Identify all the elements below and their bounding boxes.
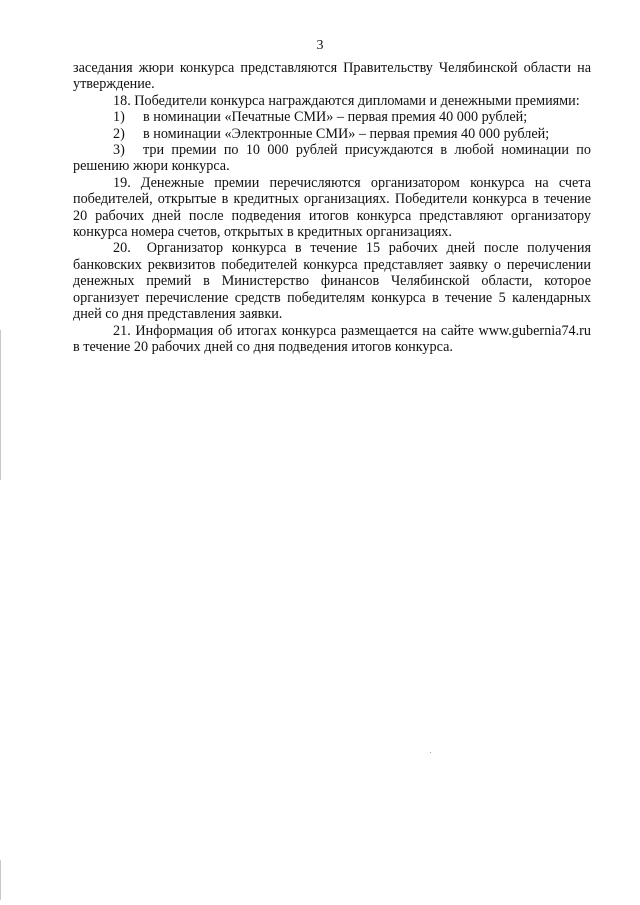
scan-speck (430, 752, 431, 753)
paragraph-21: 21. Информация об итогах конкурса размещается на сайте www.gubernia74.ru в течение 20 рабочих дней со дня подведения итогов конкурса. (73, 322, 591, 355)
page-number: 3 (316, 38, 324, 53)
list-item-text: в номинации «Электронные СМИ» – первая премия 40 000 рублей; (143, 125, 550, 142)
paragraph-20-text: Организатор конкурса в течение 15 рабочих дней после получения банковских реквизитов победителей конкурса представляет заявку о перечислении денежных премий в Министерство финансов Челябинской области, которое организует перечисление средств победителям конкурса в течение 5 календарных дней со дня представления заявки. (73, 240, 591, 323)
paragraph-continuation: заседания жюри конкурса представляются Правительству Челябинской области на утверждение. (73, 60, 591, 93)
list-item (73, 126, 591, 142)
paragraph-19-text: Денежные премии перечисляются организатором конкурса на счета победителей, открытые в кредитных организациях. Победители конкурса в течение 20 рабочих дней после подведения итогов конкурса представляют организатору конкурса номера счетов, открытых в кредитных организациях. (73, 174, 591, 241)
list-item-number: 1) (113, 109, 125, 126)
list-item (73, 142, 591, 175)
paragraph-19 (73, 175, 591, 241)
list-item-number: 2) (113, 125, 125, 142)
list-item-text: в номинации «Печатные СМИ» – первая премия 40 000 рублей; (143, 109, 528, 126)
list-item (73, 109, 591, 125)
scan-edge-mark (0, 860, 1, 900)
paragraph-20 (73, 240, 591, 322)
list-item-number: 3) (113, 142, 125, 159)
paragraph-18: 18. Победители конкурса награждаются дипломами и денежными премиями: (113, 92, 580, 109)
paragraph-20-number: 20. (113, 240, 131, 257)
list-item-text: три премии по 10 000 рублей присуждаются в любой номинации по решению жюри конкурса. (73, 142, 591, 175)
document-body (73, 60, 591, 355)
paragraph-19-number: 19. (113, 174, 131, 191)
scan-edge-mark (0, 330, 1, 480)
